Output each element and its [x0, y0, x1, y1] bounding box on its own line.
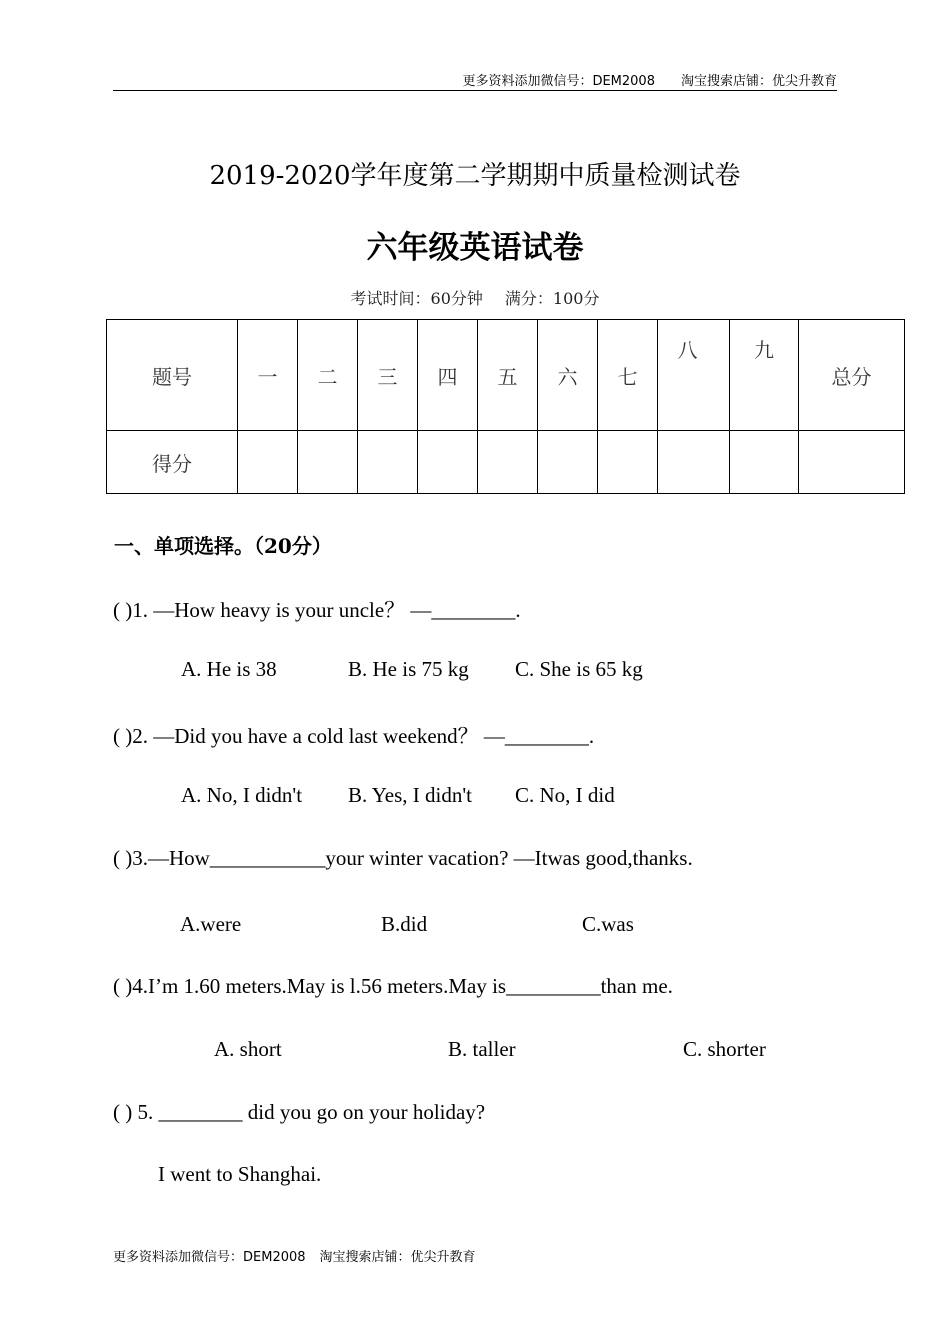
score-input-total[interactable] — [799, 431, 905, 494]
page-header — [462, 70, 837, 89]
score-input-5[interactable] — [478, 431, 538, 494]
score-cell-9: 九 — [730, 320, 799, 431]
exam-info — [0, 286, 950, 309]
score-input-8[interactable] — [658, 431, 730, 494]
score-input-4[interactable] — [418, 431, 478, 494]
q1-option-c: C. She is 65 kg — [515, 657, 643, 681]
q2-option-b: B. Yes, I didn't — [348, 783, 472, 807]
score-table-header-row — [107, 320, 905, 431]
q3-option-c: C.was — [582, 912, 634, 936]
score-cell-8: 八 — [658, 320, 730, 431]
score-input-3[interactable] — [358, 431, 418, 494]
page-footer — [113, 1246, 476, 1265]
footer-shop: 淘宝搜索店铺：优尖升教育 — [319, 1250, 476, 1265]
score-input-6[interactable] — [538, 431, 598, 494]
score-cell-label: 题号 — [107, 320, 238, 431]
q4-option-c: C. shorter — [683, 1037, 766, 1061]
question-4: ( )4.I’m 1.60 meters.May is l.56 meters.May is_________than me. — [113, 974, 673, 998]
exam-time: 考试时间：60分钟 — [350, 289, 483, 308]
question-1: ( )1. —How heavy is your uncle？ —________. — [113, 598, 521, 622]
footer-wechat: 更多资料添加微信号：DEM2008 — [113, 1250, 306, 1265]
header-shop: 淘宝搜索店铺：优尖升教育 — [680, 74, 837, 89]
score-cell-5: 五 — [478, 320, 538, 431]
score-cell-total: 总分 — [799, 320, 905, 431]
q3-option-b: B.did — [381, 912, 428, 936]
score-row-label: 得分 — [107, 431, 238, 494]
score-cell-3: 三 — [358, 320, 418, 431]
exam-subtitle: 六年级英语试卷 — [366, 230, 584, 266]
q1-option-b: B. He is 75 kg — [348, 657, 469, 681]
score-cell-7: 七 — [598, 320, 658, 431]
score-input-9[interactable] — [730, 431, 799, 494]
q4-option-a: A. short — [214, 1037, 282, 1061]
q2-option-c: C. No, I did — [515, 783, 615, 807]
q3-option-a: A.were — [180, 912, 242, 936]
section-heading: 一、单项选择。（20分） — [114, 534, 332, 558]
question-5: ( ) 5. ________ did you go on your holiday? — [113, 1100, 486, 1124]
q5-answer-line: I went to Shanghai. — [158, 1162, 322, 1186]
score-cell-1: 一 — [238, 320, 298, 431]
q4-option-b: B. taller — [448, 1037, 516, 1061]
score-input-1[interactable] — [238, 431, 298, 494]
score-cell-6: 六 — [538, 320, 598, 431]
exam-title: 2019-2020学年度第二学期期中质量检测试卷 — [209, 161, 741, 191]
header-rule — [113, 90, 837, 91]
question-2: ( )2. —Did you have a cold last weekend？ —________. — [113, 724, 595, 748]
score-table — [106, 319, 905, 494]
score-input-2[interactable] — [298, 431, 358, 494]
score-table-score-row — [107, 431, 905, 494]
score-input-7[interactable] — [598, 431, 658, 494]
score-cell-2: 二 — [298, 320, 358, 431]
header-wechat: 更多资料添加微信号：DEM2008 — [462, 74, 655, 89]
score-cell-4: 四 — [418, 320, 478, 431]
exam-full-score: 满分：100分 — [504, 289, 600, 308]
question-3: ( )3.—How___________your winter vacation? —Itwas good,thanks. — [113, 846, 693, 870]
q1-option-a: A. He is 38 — [181, 657, 277, 681]
q2-option-a: A. No, I didn't — [181, 783, 303, 807]
